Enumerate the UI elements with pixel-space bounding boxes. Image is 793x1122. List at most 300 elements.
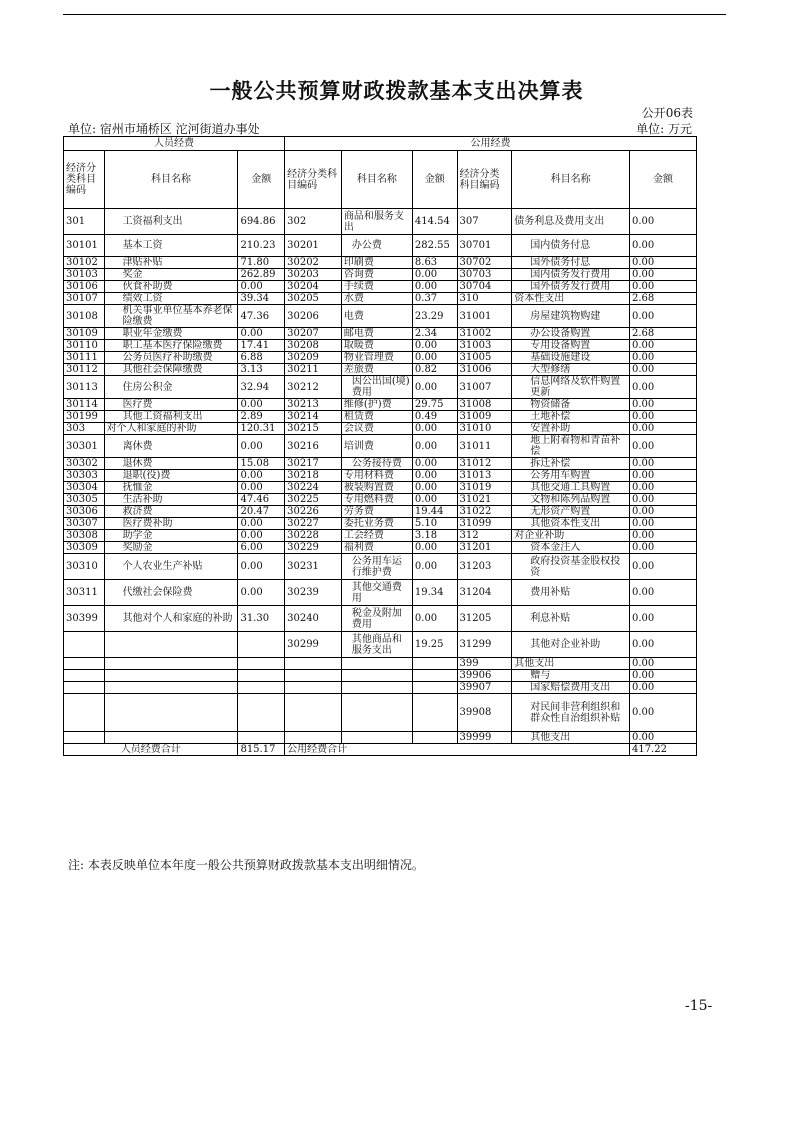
row-code: 30310 (64, 554, 105, 580)
row-amount: 0.37 (412, 293, 457, 305)
row-amount (412, 670, 457, 682)
row-code: 30301 (64, 435, 105, 458)
row-name (341, 670, 412, 682)
row-code: 31010 (457, 423, 512, 435)
row-amount: 0.00 (412, 352, 457, 364)
row-amount: 0.00 (412, 458, 457, 470)
row-amount: 0.00 (412, 376, 457, 399)
table-row (64, 352, 697, 364)
row-code: 30227 (285, 518, 342, 530)
row-code: 30231 (285, 554, 342, 580)
row-code: 31009 (457, 411, 512, 423)
row-name: 公务接待费 (341, 458, 412, 470)
row-name (341, 694, 412, 732)
row-name: 水费 (341, 293, 412, 305)
row-code: 30203 (285, 269, 342, 281)
row-amount: 3.13 (238, 364, 285, 376)
row-amount (412, 694, 457, 732)
row-name: 国内债务发行费用 (512, 269, 630, 281)
row-code: 30214 (285, 411, 342, 423)
row-amount (238, 632, 285, 658)
row-name: 住房公积金 (104, 376, 238, 399)
row-code (285, 682, 342, 694)
row-code: 31002 (457, 328, 512, 340)
row-code: 39908 (457, 694, 512, 732)
row-code (64, 670, 105, 682)
row-code: 30216 (285, 435, 342, 458)
row-name: 被装购置费 (341, 482, 412, 494)
col-header-amount: 金额 (238, 151, 285, 209)
row-name: 办公设备购置 (512, 328, 630, 340)
row-code: 31005 (457, 352, 512, 364)
row-code: 302 (285, 209, 342, 235)
row-name: 专用设备购置 (512, 340, 630, 352)
row-code: 30311 (64, 580, 105, 606)
row-name: 劳务费 (341, 506, 412, 518)
row-amount: 0.00 (412, 281, 457, 293)
row-code: 30112 (64, 364, 105, 376)
row-code: 30213 (285, 399, 342, 411)
row-name: 职业年金缴费 (104, 328, 238, 340)
row-code: 30305 (64, 494, 105, 506)
table-row (64, 293, 697, 305)
row-amount: 0.00 (629, 399, 696, 411)
row-code: 31013 (457, 470, 512, 482)
row-amount: 0.00 (629, 694, 696, 732)
row-name: 国家赔偿费用支出 (512, 682, 630, 694)
row-name: 差旅费 (341, 364, 412, 376)
table-row (64, 554, 697, 580)
row-name: 因公出国(境)费用 (341, 376, 412, 399)
row-name: 债务利息及费用支出 (512, 209, 630, 235)
row-code: 30208 (285, 340, 342, 352)
row-code (285, 658, 342, 670)
table-row (64, 257, 697, 269)
row-name: 土地补偿 (512, 411, 630, 423)
row-name: 国内债务付息 (512, 235, 630, 257)
row-amount: 0.00 (238, 281, 285, 293)
row-amount: 0.00 (629, 364, 696, 376)
row-name: 拆迁补偿 (512, 458, 630, 470)
row-name: 其他社会保障缴费 (104, 364, 238, 376)
row-amount: 0.49 (412, 411, 457, 423)
row-code: 30110 (64, 340, 105, 352)
table-row (64, 209, 697, 235)
row-amount: 0.00 (629, 606, 696, 632)
table-row (64, 281, 697, 293)
row-code: 312 (457, 530, 512, 542)
table-row (64, 530, 697, 542)
row-name: 取暖费 (341, 340, 412, 352)
row-code: 30215 (285, 423, 342, 435)
table-row (64, 399, 697, 411)
row-amount: 47.36 (238, 305, 285, 328)
row-amount: 2.34 (412, 328, 457, 340)
row-amount (238, 658, 285, 670)
row-amount: 0.00 (629, 658, 696, 670)
row-code: 30701 (457, 235, 512, 257)
table-row (64, 435, 697, 458)
public-group-header: 公用经费 (285, 137, 697, 151)
table-row (64, 423, 697, 435)
totals-row (64, 744, 697, 756)
row-name: 医疗费 (104, 399, 238, 411)
row-amount: 0.00 (629, 281, 696, 293)
row-name: 奖金 (104, 269, 238, 281)
row-amount: 0.00 (238, 399, 285, 411)
row-amount: 0.00 (412, 340, 457, 352)
row-code: 30228 (285, 530, 342, 542)
row-name: 信息网络及软件购置更新 (512, 376, 630, 399)
row-code: 30212 (285, 376, 342, 399)
row-amount: 15.08 (238, 458, 285, 470)
row-name: 印刷费 (341, 257, 412, 269)
row-amount: 0.00 (629, 530, 696, 542)
row-amount: 0.00 (412, 269, 457, 281)
row-amount: 0.00 (629, 518, 696, 530)
table-row (64, 458, 697, 470)
row-code: 30113 (64, 376, 105, 399)
row-amount: 0.00 (629, 632, 696, 658)
row-amount: 0.00 (629, 257, 696, 269)
row-name: 公务用车购置 (512, 470, 630, 482)
table-row (64, 606, 697, 632)
row-code: 31003 (457, 340, 512, 352)
row-code: 30209 (285, 352, 342, 364)
col-header-code: 经济分类科目编码 (64, 151, 105, 209)
row-name: 物资储备 (512, 399, 630, 411)
row-code: 31204 (457, 580, 512, 606)
row-amount: 32.94 (238, 376, 285, 399)
row-name: 生活补助 (104, 494, 238, 506)
row-name: 其他支出 (512, 732, 630, 744)
table-row (64, 682, 697, 694)
row-code: 30111 (64, 352, 105, 364)
row-code: 31205 (457, 606, 512, 632)
row-amount: 0.00 (629, 470, 696, 482)
row-name: 地上附着物和青苗补偿 (512, 435, 630, 458)
row-name: 福利费 (341, 542, 412, 554)
table-row (64, 658, 697, 670)
row-name: 税金及附加费用 (341, 606, 412, 632)
row-amount: 0.00 (629, 482, 696, 494)
table-row (64, 632, 697, 658)
row-amount: 282.55 (412, 235, 457, 257)
row-name: 其他对企业补助 (512, 632, 630, 658)
row-code: 30206 (285, 305, 342, 328)
row-name: 基本工资 (104, 235, 238, 257)
personnel-total-value: 815.17 (238, 744, 285, 756)
row-code: 30307 (64, 518, 105, 530)
expenditure-table (63, 136, 697, 756)
row-amount: 29.75 (412, 399, 457, 411)
row-code: 307 (457, 209, 512, 235)
row-code (285, 694, 342, 732)
row-name: 维修(护)费 (341, 399, 412, 411)
row-code: 31019 (457, 482, 512, 494)
group-header-row (64, 137, 697, 151)
row-code: 399 (457, 658, 512, 670)
row-name (104, 682, 238, 694)
row-code: 30309 (64, 542, 105, 554)
row-name: 商品和服务支出 (341, 209, 412, 235)
row-name: 救济费 (104, 506, 238, 518)
row-amount: 0.00 (629, 494, 696, 506)
row-name: 咨询费 (341, 269, 412, 281)
row-name: 资本性支出 (512, 293, 630, 305)
row-amount: 17.41 (238, 340, 285, 352)
public-total-value: 417.22 (629, 744, 696, 756)
table-row (64, 506, 697, 518)
row-amount: 0.00 (629, 423, 696, 435)
row-name (104, 732, 238, 744)
row-code (64, 632, 105, 658)
row-name: 邮电费 (341, 328, 412, 340)
row-code: 30703 (457, 269, 512, 281)
row-name (104, 632, 238, 658)
row-code: 31021 (457, 494, 512, 506)
unit-line (68, 120, 692, 137)
row-code: 31011 (457, 435, 512, 458)
row-amount: 0.00 (629, 340, 696, 352)
row-amount: 0.00 (412, 554, 457, 580)
row-amount: 19.25 (412, 632, 457, 658)
table-row (64, 518, 697, 530)
row-amount: 20.47 (238, 506, 285, 518)
row-amount: 23.29 (412, 305, 457, 328)
row-amount (238, 694, 285, 732)
row-code: 301 (64, 209, 105, 235)
row-name (341, 658, 412, 670)
row-code: 39906 (457, 670, 512, 682)
row-name: 无形资产购置 (512, 506, 630, 518)
row-code: 30308 (64, 530, 105, 542)
row-name: 退职(役)费 (104, 470, 238, 482)
col-header-name: 科目名称 (104, 151, 238, 209)
public-total-label: 公用经费合计 (285, 744, 630, 756)
row-code: 30211 (285, 364, 342, 376)
row-code: 31203 (457, 554, 512, 580)
row-code: 30218 (285, 470, 342, 482)
currency-unit: 单位: 万元 (636, 122, 692, 136)
row-name: 绩效工资 (104, 293, 238, 305)
row-name: 费用补贴 (512, 580, 630, 606)
row-code (64, 658, 105, 670)
row-amount: 0.00 (629, 458, 696, 470)
row-name: 其他交通费用 (341, 580, 412, 606)
row-amount (412, 682, 457, 694)
row-amount: 6.88 (238, 352, 285, 364)
row-name: 退休费 (104, 458, 238, 470)
row-code (285, 732, 342, 744)
row-amount: 0.00 (629, 352, 696, 364)
row-name: 代缴社会保险费 (104, 580, 238, 606)
row-amount: 39.34 (238, 293, 285, 305)
table-row (64, 376, 697, 399)
row-code: 30240 (285, 606, 342, 632)
row-amount: 262.89 (238, 269, 285, 281)
table-row (64, 235, 697, 257)
row-code: 30107 (64, 293, 105, 305)
row-code: 30205 (285, 293, 342, 305)
row-amount: 414.54 (412, 209, 457, 235)
row-code: 30299 (285, 632, 342, 658)
row-amount: 19.34 (412, 580, 457, 606)
row-code: 31008 (457, 399, 512, 411)
table-row (64, 580, 697, 606)
row-amount (238, 670, 285, 682)
row-name: 医疗费补助 (104, 518, 238, 530)
row-name: 奖励金 (104, 542, 238, 554)
row-name: 工资福利支出 (104, 209, 238, 235)
row-name: 专用材料费 (341, 470, 412, 482)
table-row (64, 542, 697, 554)
row-code: 30109 (64, 328, 105, 340)
row-name: 房屋建筑物购建 (512, 305, 630, 328)
row-name: 政府投资基金股权投资 (512, 554, 630, 580)
row-name: 物业管理费 (341, 352, 412, 364)
row-name: 职工基本医疗保险缴费 (104, 340, 238, 352)
row-code: 30217 (285, 458, 342, 470)
row-amount: 0.00 (629, 506, 696, 518)
row-code: 39999 (457, 732, 512, 744)
row-amount: 0.00 (238, 580, 285, 606)
row-amount: 0.00 (629, 554, 696, 580)
row-amount: 0.00 (629, 542, 696, 554)
row-code: 30229 (285, 542, 342, 554)
row-amount: 0.00 (238, 435, 285, 458)
row-amount: 120.31 (238, 423, 285, 435)
row-amount: 0.00 (629, 376, 696, 399)
row-code: 39907 (457, 682, 512, 694)
row-name: 伙食补助费 (104, 281, 238, 293)
row-code: 303 (64, 423, 105, 435)
row-code: 30201 (285, 235, 342, 257)
row-name: 公务员医疗补助缴费 (104, 352, 238, 364)
table-row (64, 732, 697, 744)
row-amount: 0.00 (412, 423, 457, 435)
row-code: 30207 (285, 328, 342, 340)
row-amount: 47.46 (238, 494, 285, 506)
row-amount: 210.23 (238, 235, 285, 257)
row-code: 30304 (64, 482, 105, 494)
row-name: 委托业务费 (341, 518, 412, 530)
form-number: 公开06表 (641, 106, 693, 120)
row-amount: 6.00 (238, 542, 285, 554)
page-title: 一般公共预算财政拨款基本支出决算表 (209, 78, 584, 103)
unit-name: 单位: 宿州市埇桥区 沱河街道办事处 (68, 122, 260, 136)
row-amount (238, 682, 285, 694)
row-amount: 694.86 (238, 209, 285, 235)
row-code: 310 (457, 293, 512, 305)
row-amount: 0.00 (629, 235, 696, 257)
row-name: 公务用车运行维护费 (341, 554, 412, 580)
row-name: 其他工资福利支出 (104, 411, 238, 423)
row-name (104, 694, 238, 732)
row-amount: 0.00 (238, 554, 285, 580)
row-amount: 0.00 (629, 580, 696, 606)
table-row (64, 494, 697, 506)
row-name: 赠与 (512, 670, 630, 682)
row-code: 31006 (457, 364, 512, 376)
row-amount (412, 658, 457, 670)
row-code: 30101 (64, 235, 105, 257)
table-row (64, 364, 697, 376)
row-name: 对个人和家庭的补助 (104, 423, 238, 435)
row-name: 办公费 (341, 235, 412, 257)
row-name: 国外债务发行费用 (512, 281, 630, 293)
personnel-group-header: 人员经费 (64, 137, 285, 151)
footnote: 注: 本表反映单位本年度一般公共预算财政拨款基本支出明细情况。 (68, 858, 424, 872)
row-code: 31099 (457, 518, 512, 530)
row-name (341, 732, 412, 744)
row-amount: 19.44 (412, 506, 457, 518)
table-row (64, 411, 697, 423)
row-amount: 0.00 (629, 411, 696, 423)
row-amount: 0.00 (412, 606, 457, 632)
row-amount: 0.00 (629, 269, 696, 281)
row-name: 专用燃料费 (341, 494, 412, 506)
row-amount: 0.00 (412, 542, 457, 554)
row-code: 30114 (64, 399, 105, 411)
row-amount: 0.00 (629, 435, 696, 458)
col-header-name: 科目名称 (512, 151, 630, 209)
row-code: 30302 (64, 458, 105, 470)
row-amount: 2.68 (629, 328, 696, 340)
row-name (341, 682, 412, 694)
page-number: -15- (685, 998, 713, 1014)
row-code: 30226 (285, 506, 342, 518)
row-code: 31012 (457, 458, 512, 470)
col-header-amount: 金额 (629, 151, 696, 209)
row-amount: 0.00 (412, 482, 457, 494)
row-name: 其他商品和服务支出 (341, 632, 412, 658)
row-code: 30224 (285, 482, 342, 494)
row-code (64, 682, 105, 694)
row-amount: 0.00 (238, 530, 285, 542)
row-amount: 8.63 (412, 257, 457, 269)
row-name: 抚恤金 (104, 482, 238, 494)
row-code: 31299 (457, 632, 512, 658)
personnel-total-label: 人员经费合计 (64, 744, 238, 756)
row-amount: 0.82 (412, 364, 457, 376)
row-code: 30704 (457, 281, 512, 293)
row-name: 工会经费 (341, 530, 412, 542)
row-amount: 0.00 (629, 682, 696, 694)
row-name: 会议费 (341, 423, 412, 435)
row-amount (238, 732, 285, 744)
row-code: 31007 (457, 376, 512, 399)
table-row (64, 482, 697, 494)
row-code: 31201 (457, 542, 512, 554)
row-amount: 0.00 (238, 470, 285, 482)
row-name: 其他对个人和家庭的补助 (104, 606, 238, 632)
row-amount: 0.00 (412, 435, 457, 458)
row-name: 对企业补助 (512, 530, 630, 542)
row-name: 资本金注入 (512, 542, 630, 554)
row-name: 其他资本性支出 (512, 518, 630, 530)
table-row (64, 694, 697, 732)
table-row (64, 269, 697, 281)
row-amount: 5.10 (412, 518, 457, 530)
row-name: 国外债务付息 (512, 257, 630, 269)
row-code (285, 670, 342, 682)
row-amount: 3.18 (412, 530, 457, 542)
row-code: 30103 (64, 269, 105, 281)
row-code: 30106 (64, 281, 105, 293)
table-row (64, 670, 697, 682)
row-name: 其他支出 (512, 658, 630, 670)
